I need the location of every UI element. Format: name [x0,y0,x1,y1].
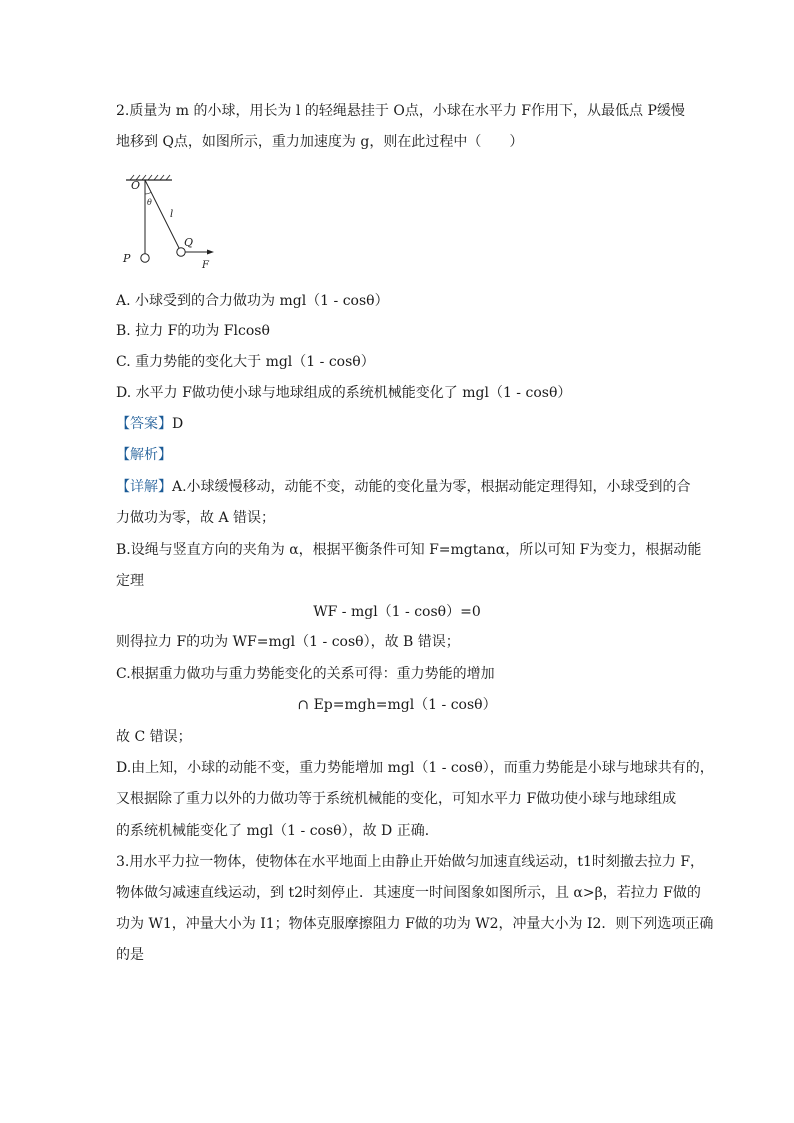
detail-c-line-2: 故 C 错误； [116,729,192,745]
label-o: O [131,179,141,192]
detail-d-line-3: 的系统机械能变化了 mgl（1 - cosθ），故 D 正确． [116,823,439,839]
q2-option-c: C. 重力势能的变化大于 mgl（1 - cosθ） [116,354,375,370]
answer-tag: 【答案】 [116,416,172,432]
equation-2: ∩ Ep=mgh=mgl（1 - cosθ） [297,697,497,713]
detail-d-line-1: D.由上知，小球的动能不变，重力势能增加 mgl（1 - cosθ），而重力势能是小球与地球共有的， [116,760,714,776]
angle-arc [145,193,151,195]
q2-option-b: B. 拉力 F的功为 Flcosθ [116,323,270,339]
ball-q [177,248,185,256]
equation-1: WF - mgl（1 - cosθ）=0 [313,604,481,620]
detail-tag: 【详解】 [116,479,172,495]
detail-a-line-1 [116,477,691,497]
string-inclined [145,180,179,248]
force-arrow-head [207,250,214,255]
label-p: P [123,252,131,265]
label-q: Q [184,236,194,249]
label-l: l [170,209,174,220]
label-theta: θ [147,198,152,207]
label-f: F [202,260,209,271]
detail-d-line-2: 又根据除了重力以外的力做功等于系统机械能的变化，可知水平力 F做功使小球与地球组成 [116,791,677,807]
q2-stem-line-1: 2.质量为 m 的小球，用长为 l 的轻绳悬挂于 O点，小球在水平力 F作用下，从最低点 P缓慢 [116,103,685,119]
q2-option-d: D. 水平力 F做功使小球与地球组成的系统机械能变化了 mgl（1 - cosθ） [116,385,572,401]
ball-p [141,254,149,262]
detail-b-line-1: B.设绳与竖直方向的夹角为 α，根据平衡条件可知 F=mgtanα，所以可知 F为变力，根据动能 [116,542,702,558]
q3-line-1: 3.用水平力拉一物体，使物体在水平地面上由静止开始做匀加速直线运动，t1时刻撤去拉力 F， [116,854,705,870]
detail-a-text: A.小球缓慢移动，动能不变，动能的变化量为零，根据动能定理得知，小球受到的合 [172,479,691,495]
q3-line-4: 的是 [116,947,144,963]
detail-a-line-2: 力做功为零，故 A 错误； [116,510,276,526]
detail-b-line-3: 则得拉力 F的功为 WF=mgl（1 - cosθ），故 B 错误； [116,634,460,650]
q2-stem-line-2: 地移到 Q点，如图所示，重力加速度为 g，则在此过程中（ ） [116,134,524,150]
answer-value: D [172,416,184,432]
answer-line [116,414,183,434]
analysis-tag: 【解析】 [116,447,172,463]
detail-c-line-1: C.根据重力做功与重力势能变化的关系可得：重力势能的增加 [116,666,495,682]
detail-b-line-2: 定理 [116,573,144,589]
q3-line-2: 物体做匀减速直线运动，到 t2时刻停止．其速度一时间图象如图所示，且 α>β，若拉力 F做的 [116,885,701,901]
pendulum-figure [116,172,216,272]
q3-line-3: 功为 W1，冲量大小为 I1；物体克服摩擦阻力 F做的功为 W2，冲量大小为 I2．则下列选项正确 [116,916,714,932]
q2-option-a: A. 小球受到的合力做功为 mgl（1 - cosθ） [116,293,389,309]
